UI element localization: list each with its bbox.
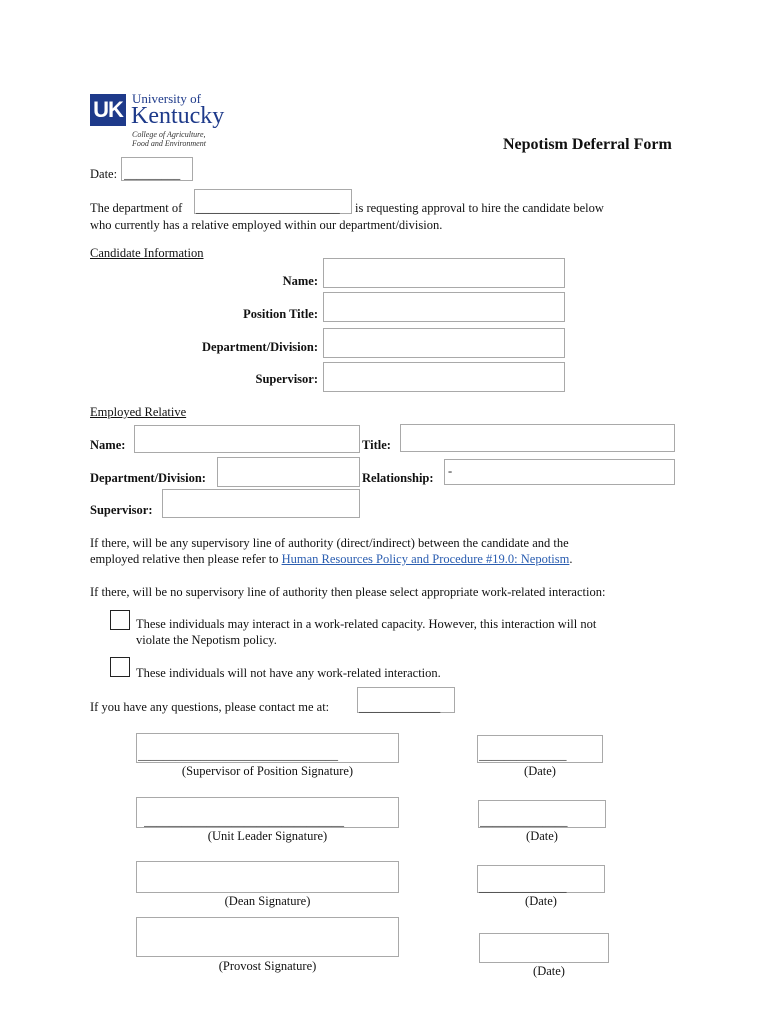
- candidate-supervisor-label: Supervisor:: [255, 372, 318, 386]
- unit-leader-date-line: ______________: [480, 814, 568, 828]
- unit-leader-signature-line: ________________________________: [144, 814, 344, 828]
- dean-signature-field[interactable]: [136, 861, 399, 893]
- option-no-interaction-line1: These individuals will not have any work-related interaction.: [136, 666, 441, 680]
- supervisory-line2: [90, 551, 573, 567]
- contact-label: If you have any questions, please contact me at:: [90, 700, 330, 714]
- date-label: Date:: [90, 167, 118, 181]
- intro-prefix: The department of: [90, 201, 183, 215]
- relative-name-input[interactable]: [134, 425, 360, 453]
- hr-policy-link[interactable]: Human Resources Policy and Procedure #19.0: Nepotism: [281, 552, 570, 566]
- relative-supervisor-label: Supervisor:: [90, 503, 153, 517]
- no-supervisory-text: If there, will be no supervisory line of authority then please select appropriate work-related interaction:: [90, 585, 606, 599]
- supervisor-date-caption: (Date): [524, 764, 556, 778]
- uk-mark: [90, 94, 126, 126]
- candidate-department-label: Department/Division:: [202, 340, 318, 354]
- option-no-interaction-checkbox[interactable]: [110, 657, 130, 677]
- candidate-supervisor-input[interactable]: [323, 362, 565, 392]
- option-interact-line1: These individuals may interact in a work-related capacity. However, this interaction will not: [136, 617, 597, 631]
- candidate-name-label: Name:: [282, 274, 318, 288]
- relative-name-label: Name:: [90, 438, 126, 452]
- logo-university-of: University of: [132, 91, 201, 106]
- relative-heading: Employed Relative: [90, 405, 187, 419]
- relative-supervisor-input[interactable]: [162, 489, 360, 518]
- dean-date-caption: (Date): [525, 894, 557, 908]
- supervisory-line2-prefix: employed relative then please refer to: [90, 552, 282, 566]
- supervisor-signature-caption: (Supervisor of Position Signature): [181, 764, 354, 778]
- relationship-value: -: [448, 464, 453, 478]
- relative-title-input[interactable]: [400, 424, 675, 452]
- supervisory-line1: If there, will be any supervisory line of authority (direct/indirect) between the candidate and the: [90, 536, 569, 550]
- dean-signature-caption: (Dean Signature): [224, 894, 311, 908]
- provost-signature-caption: (Provost Signature): [218, 959, 317, 973]
- university-logo: [90, 92, 240, 152]
- relative-department-label: Department/Division:: [90, 471, 206, 485]
- provost-signature-field[interactable]: [136, 917, 399, 957]
- relative-title-label: Title:: [362, 438, 391, 452]
- relationship-select[interactable]: [444, 459, 675, 485]
- logo-food-environment: Food and Environment: [132, 139, 206, 148]
- relationship-label: Relationship:: [362, 471, 434, 485]
- candidate-position-label: Position Title:: [243, 307, 318, 321]
- option-interact-line2: violate the Nepotism policy.: [136, 633, 277, 647]
- candidate-heading: Candidate Information: [90, 246, 204, 260]
- uk-mark-text: UK: [93, 97, 123, 122]
- dean-date-line: ______________: [479, 880, 567, 894]
- form-title: Nepotism Deferral Form: [503, 136, 672, 153]
- logo-kentucky: Kentucky: [131, 103, 225, 129]
- supervisor-date-line: ______________: [479, 748, 567, 762]
- relative-department-input[interactable]: [217, 457, 360, 487]
- intro-suffix: is requesting approval to hire the candidate below: [355, 201, 604, 215]
- candidate-position-input[interactable]: [323, 292, 565, 322]
- candidate-name-input[interactable]: [323, 258, 565, 288]
- provost-date-field[interactable]: [479, 933, 609, 963]
- contact-value: _____________: [359, 700, 441, 714]
- supervisory-line2-suffix: .: [569, 552, 573, 566]
- provost-date-caption: (Date): [533, 964, 565, 978]
- department-value: _______________________: [196, 201, 340, 215]
- option-interact-checkbox[interactable]: [110, 610, 130, 630]
- intro-line2: who currently has a relative employed within our department/division.: [90, 218, 443, 232]
- date-value: _________: [124, 167, 181, 181]
- unit-leader-date-caption: (Date): [526, 829, 558, 843]
- supervisor-signature-line: ________________________________: [138, 748, 338, 762]
- logo-college: College of Agriculture,: [132, 130, 206, 139]
- unit-leader-signature-caption: (Unit Leader Signature): [207, 829, 328, 843]
- candidate-department-input[interactable]: [323, 328, 565, 358]
